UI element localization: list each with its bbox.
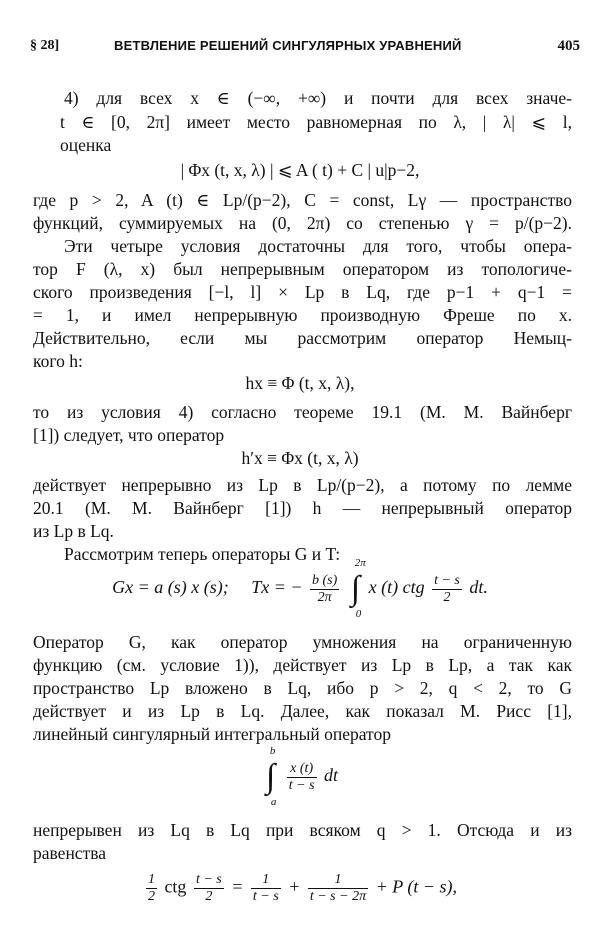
page-number: 405 xyxy=(557,38,580,54)
integral-lower-limit: a xyxy=(270,796,277,808)
formula-operators-G-T xyxy=(0,557,600,620)
equals-sign: = xyxy=(231,876,244,897)
formula-derivative: h′x ≡ Φx (t, x, λ) xyxy=(241,448,359,468)
formula-singular-integral xyxy=(0,745,600,808)
text-line: 4) для всех x ∈ (−∞, +∞) и почти для всех значе- xyxy=(64,88,572,108)
text-line: функций, суммируемых на (0, 2π) со степенью γ = p/(p−2). xyxy=(33,213,572,233)
text-line: = 1, и имел непрерывную производную Фреше по x. xyxy=(33,305,572,325)
text-line: Оператор G, как оператор умножения на ограниченную xyxy=(33,632,572,652)
text-line: Рассмотрим теперь операторы G и T: xyxy=(64,544,341,564)
running-title: ВЕТВЛЕНИЕ РЕШЕНИЙ СИНГУЛЯРНЫХ УРАВНЕНИЙ xyxy=(114,38,462,53)
text-line: действует и из Lp в Lq. Далее, как показал М. Рисс [1], xyxy=(33,701,572,721)
text-line: то из условия 4) согласно теореме 19.1 (М. М. Вайнберг xyxy=(33,402,572,422)
section-marker: § 28] xyxy=(30,38,60,53)
formula-G: Gx = a (s) x (s); xyxy=(112,577,229,598)
text-line: t ∈ [0, 2π] имеет место равномерная по λ, | λ| ⩽ l, xyxy=(60,112,572,132)
text-line: равенства xyxy=(33,843,107,863)
fraction-t-minus-s-over-2: $\frac{t - s}{2}$ xyxy=(195,872,222,904)
integrand: x (t) ctg xyxy=(368,577,425,598)
text-line: из Lp в Lq. xyxy=(33,521,114,541)
fraction-t-minus-s-over-2: $\frac{t - s}{2}$ xyxy=(434,572,460,605)
text-line: непрерывен из Lq в Lq при всяком q > 1. Отсюда и из xyxy=(33,820,572,840)
text-line: [1]) следует, что оператор xyxy=(33,425,225,445)
ctg-label: ctg xyxy=(164,876,187,897)
text-line: Эти четыре условия достаточны для того, чтобы опера- xyxy=(64,236,572,256)
text-line: действует непрерывно из Lp в Lp/(p−2), а потому по лемме xyxy=(33,475,572,495)
formula-tail: + P (t − s), xyxy=(375,876,458,897)
differential: dt xyxy=(324,765,339,786)
differential: dt. xyxy=(469,577,488,598)
text-line: пространство Lp вложено в Lq, ибо p > 2, q < 2, то G xyxy=(33,678,572,698)
text-line: кого h: xyxy=(33,351,83,371)
integral-sign: ∫ 2π 0 xyxy=(350,557,366,620)
fraction-one-half: $\frac{1}{2}$ xyxy=(147,872,155,904)
integral-upper-limit: 2π xyxy=(354,557,366,569)
fraction-x-over-t-minus-s: $\frac{x (t)}{t - s}$ xyxy=(288,760,315,793)
fraction-one-over-t-minus-s: $\frac{1}{t - s}$ xyxy=(252,872,279,904)
text-line: Действительно, если мы рассмотрим оператор Немыц- xyxy=(33,328,572,348)
plus-sign: + xyxy=(288,876,301,897)
fraction-b-over-2pi: $\frac{b (s)}{2\pi}$ xyxy=(312,572,338,605)
integral-upper-limit: b xyxy=(269,745,276,757)
text-line: где p > 2, A (t) ∈ Lp/(p−2), C = const, Lγ — пространство xyxy=(33,190,572,210)
text-line: 20.1 (М. М. Вайнберг [1]) h — непрерывный оператор xyxy=(33,498,572,518)
formula-ctg-expansion xyxy=(0,872,600,918)
text-line: оценка xyxy=(60,135,112,155)
integral-lower-limit: 0 xyxy=(355,608,362,620)
text-line: ского произведения [−l, l] × Lp в Lq, где p−1 + q−1 = xyxy=(33,282,572,302)
text-line: тор F (λ, x) был непрерывным оператором из топологиче- xyxy=(33,259,572,279)
running-header xyxy=(20,38,580,62)
fraction-one-over-t-minus-s-minus-2pi: $\frac{1}{t - s - 2\pi}$ xyxy=(309,872,367,904)
text-line: линейный сингулярный интегральный оператор xyxy=(33,724,391,744)
formula-estimate: | Φx (t, x, λ) | ⩽ A ( t) + C | u|p−2, xyxy=(180,160,420,180)
formula-T-left: Tx = − xyxy=(251,577,303,598)
text-line: функцию (см. условие 1)), действует из Lp в Lp, а так как xyxy=(33,655,572,675)
integral-sign: ∫ b a xyxy=(265,745,277,808)
formula-nemytskii: hx ≡ Φ (t, x, λ), xyxy=(245,373,355,393)
